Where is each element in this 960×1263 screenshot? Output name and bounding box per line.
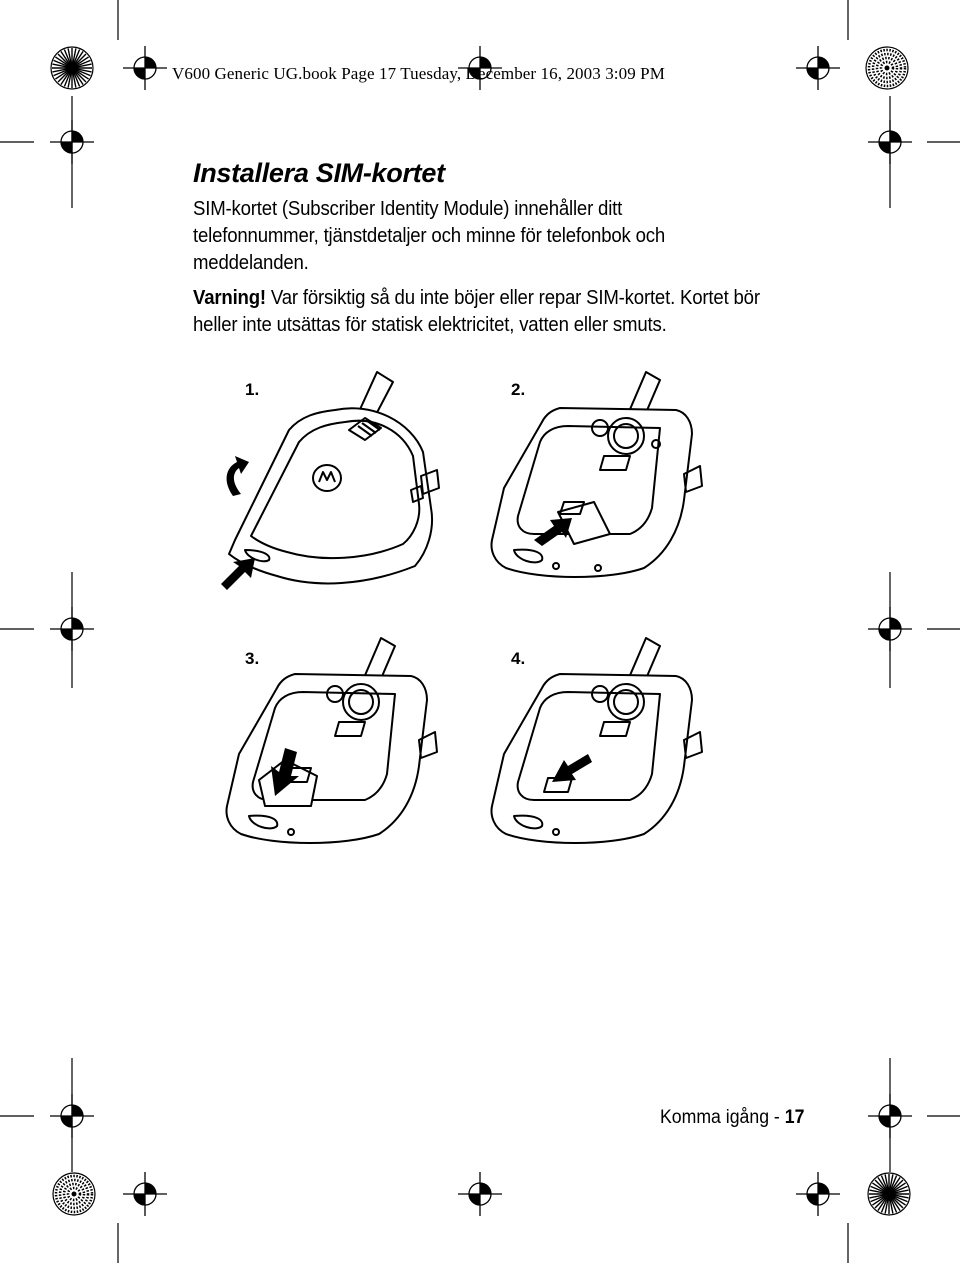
step-2-illustration: [480, 370, 710, 595]
step-4-label: 4.: [511, 649, 526, 668]
print-slug: V600 Generic UG.book Page 17 Tuesday, December 16, 2003 3:09 PM: [172, 64, 665, 83]
page-number: 17: [784, 1107, 805, 1128]
warning-text: Var försiktig så du inte böjer eller repar SIM-kortet. Kortet bör heller inte utsättas för statisk elektricitet, vatten eller smuts.: [193, 287, 760, 336]
step-3-illustration: [215, 636, 445, 861]
step-2-label: 2.: [511, 380, 526, 399]
step-3-label: 3.: [245, 649, 260, 668]
warning-paragraph: [193, 285, 760, 339]
intro-paragraph: SIM-kortet (Subscriber Identity Module) innehåller ditt telefonnummer, tjänstdetaljer och minne för telefonbok och meddelanden.: [193, 198, 666, 274]
warning-label: Varning!: [193, 287, 266, 309]
step-1-illustration: [215, 370, 445, 595]
page-title: Installera SIM-kortet: [193, 158, 445, 188]
page-footer: [660, 1107, 804, 1129]
step-1-label: 1.: [245, 380, 260, 399]
footer-section: Komma igång -: [660, 1107, 785, 1128]
step-4-illustration: [480, 636, 710, 861]
